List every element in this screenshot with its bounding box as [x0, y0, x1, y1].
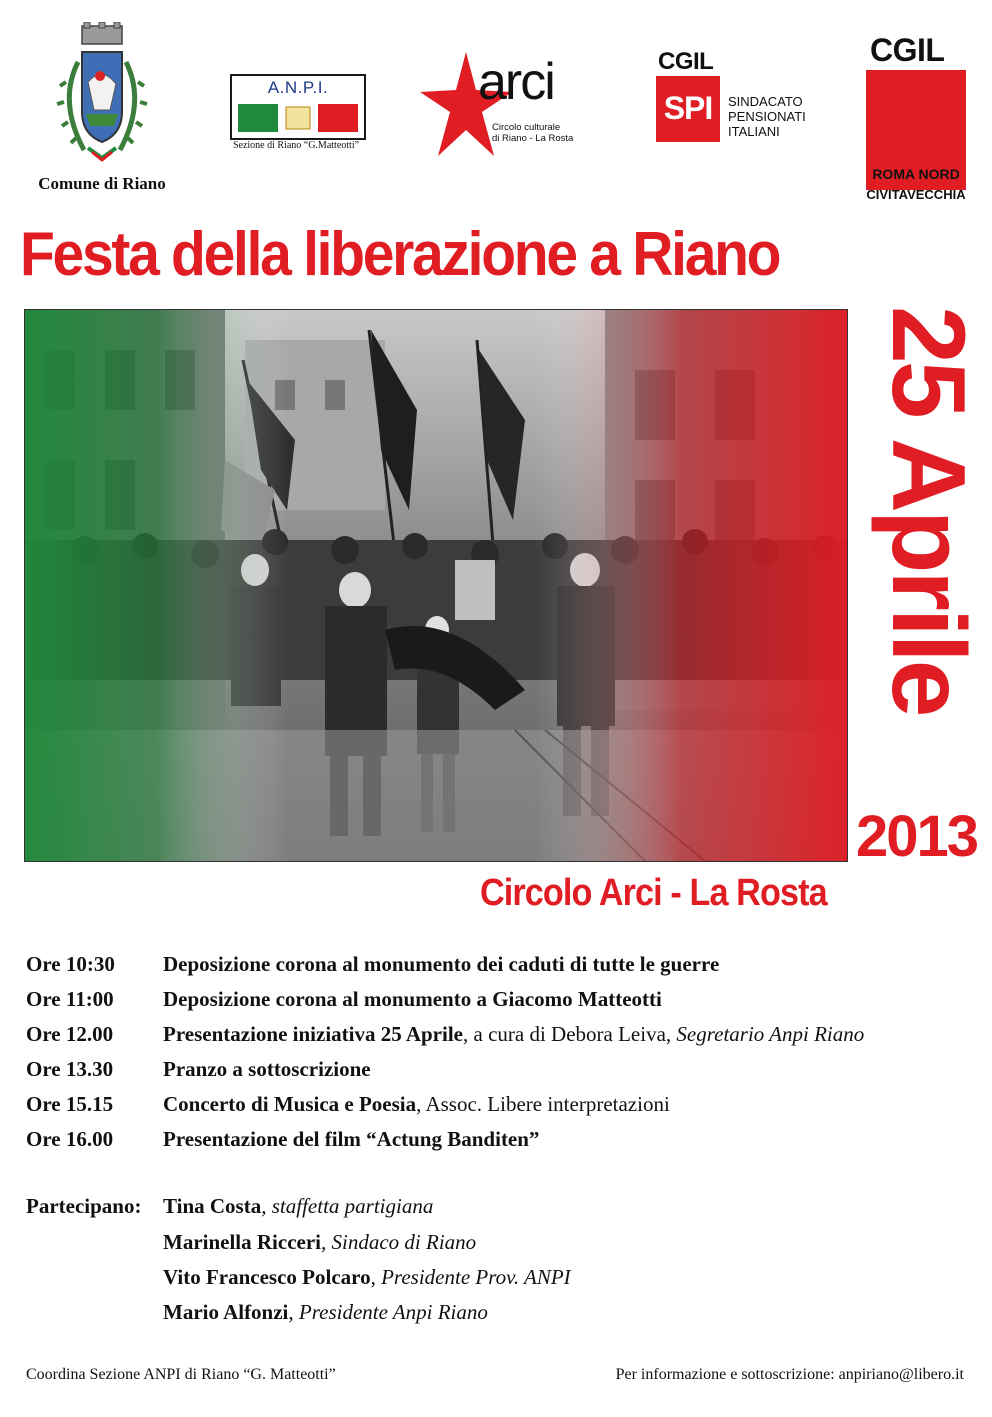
program-detail: , a cura di Debora Leiva,: [463, 1022, 677, 1046]
program-title: Presentazione iniziativa 25 Aprile: [163, 1022, 463, 1046]
participants-label: Partecipano:: [26, 1194, 142, 1218]
program-time: Ore 15.15: [26, 1092, 114, 1116]
spi-cgil-label: CGIL: [658, 48, 714, 75]
cgil-rn-title: CGIL: [870, 32, 945, 68]
program-row: [26, 1020, 976, 1055]
spi-side-line2: PENSIONATI: [728, 109, 806, 124]
participant-name: Marinella Ricceri: [163, 1230, 322, 1254]
anpi-subtitle: Sezione di Riano “G.Matteotti”: [232, 140, 360, 151]
spi-side-text: [728, 94, 806, 139]
participant: [163, 1192, 433, 1220]
headline: Festa della liberazione a Riano: [20, 220, 780, 289]
arci-wordmark: arci: [478, 53, 554, 111]
comune-label: Comune di Riano: [38, 174, 166, 193]
program-title: Presentazione del film “Actung Banditen”: [163, 1127, 540, 1151]
program-description: [163, 1090, 670, 1118]
spi-red-box: [656, 76, 720, 142]
program-title: Deposizione corona al monumento dei caduti di tutte le guerre: [163, 952, 720, 976]
participant-role: , Presidente Prov. ANPI: [370, 1265, 571, 1289]
date-year: 2013: [856, 804, 978, 869]
program-row: [26, 985, 976, 1020]
program-time: Ore 11:00: [26, 987, 114, 1011]
program-title: Pranzo a sottoscrizione: [163, 1057, 371, 1081]
program-time: Ore 12.00: [26, 1022, 114, 1046]
anpi-text: A.N.P.I.: [267, 78, 329, 97]
footer-contact: Per informazione e sottoscrizione: anpiriano@libero.it: [615, 1366, 964, 1383]
comune-logo: [22, 22, 182, 197]
participant-role: , Sindaco di Riano: [321, 1230, 477, 1254]
program-list: [26, 950, 976, 1160]
participant: [163, 1228, 476, 1256]
spi-side-line1: SINDACATO: [728, 94, 803, 109]
program-row: [26, 1125, 976, 1160]
participant-role: , Presidente Anpi Riano: [288, 1300, 488, 1324]
program-description: [163, 985, 662, 1013]
program-description: [163, 950, 719, 978]
program-detail-role: Segretario Anpi Riano: [676, 1022, 865, 1046]
liberation-march-photo: [25, 310, 847, 861]
program-time: Ore 10:30: [26, 952, 115, 976]
arci-subtitle-line1: Circolo culturale: [492, 122, 561, 133]
anpi-logo: [228, 74, 368, 158]
cgil-spi-logo: [654, 48, 814, 148]
spi-side-line3: ITALIANI: [728, 124, 780, 139]
program-time: Ore 16.00: [26, 1127, 114, 1151]
anpi-flag-icon: [238, 104, 358, 132]
program-row: [26, 950, 976, 985]
venue: Circolo Arci - La Rosta: [480, 872, 827, 914]
program-row: [26, 1090, 976, 1125]
program-row: [26, 1055, 976, 1090]
spi-box-label: SPI: [663, 90, 713, 126]
cgil-rn-line2: CIVITAVECCHIA: [866, 187, 966, 202]
participant-role: , staffetta partigiana: [261, 1194, 434, 1218]
program-description: [163, 1055, 371, 1083]
cgil-rn-line1: ROMA NORD: [872, 166, 960, 182]
participant-name: Mario Alfonzi: [163, 1300, 289, 1324]
program-detail: , Assoc. Libere interpretazioni: [416, 1092, 670, 1116]
participant: [163, 1263, 571, 1291]
arci-subtitle-line2: di Riano - La Rosta: [492, 133, 574, 144]
cgil-roma-nord-logo: [852, 32, 972, 207]
anpi-badge: [230, 74, 366, 140]
participant-name: Tina Costa: [163, 1194, 262, 1218]
program-time: Ore 13.30: [26, 1057, 114, 1081]
date-day-month: 25 Aprile: [870, 306, 986, 715]
arci-logo: [420, 50, 590, 170]
historical-photo: [24, 309, 848, 862]
participant: [163, 1298, 488, 1326]
participant-name: Vito Francesco Polcaro: [163, 1265, 371, 1289]
program-description: [163, 1125, 539, 1153]
footer-coordinator: Coordina Sezione ANPI di Riano “G. Matteotti”: [26, 1366, 336, 1383]
date-vertical: [870, 306, 986, 806]
program-description: [163, 1020, 864, 1048]
program-title: Concerto di Musica e Poesia: [163, 1092, 417, 1116]
coat-of-arms-icon: [52, 22, 152, 172]
program-title: Deposizione corona al monumento a Giacomo Matteotti: [163, 987, 662, 1011]
arci-subtitle: [492, 122, 592, 144]
